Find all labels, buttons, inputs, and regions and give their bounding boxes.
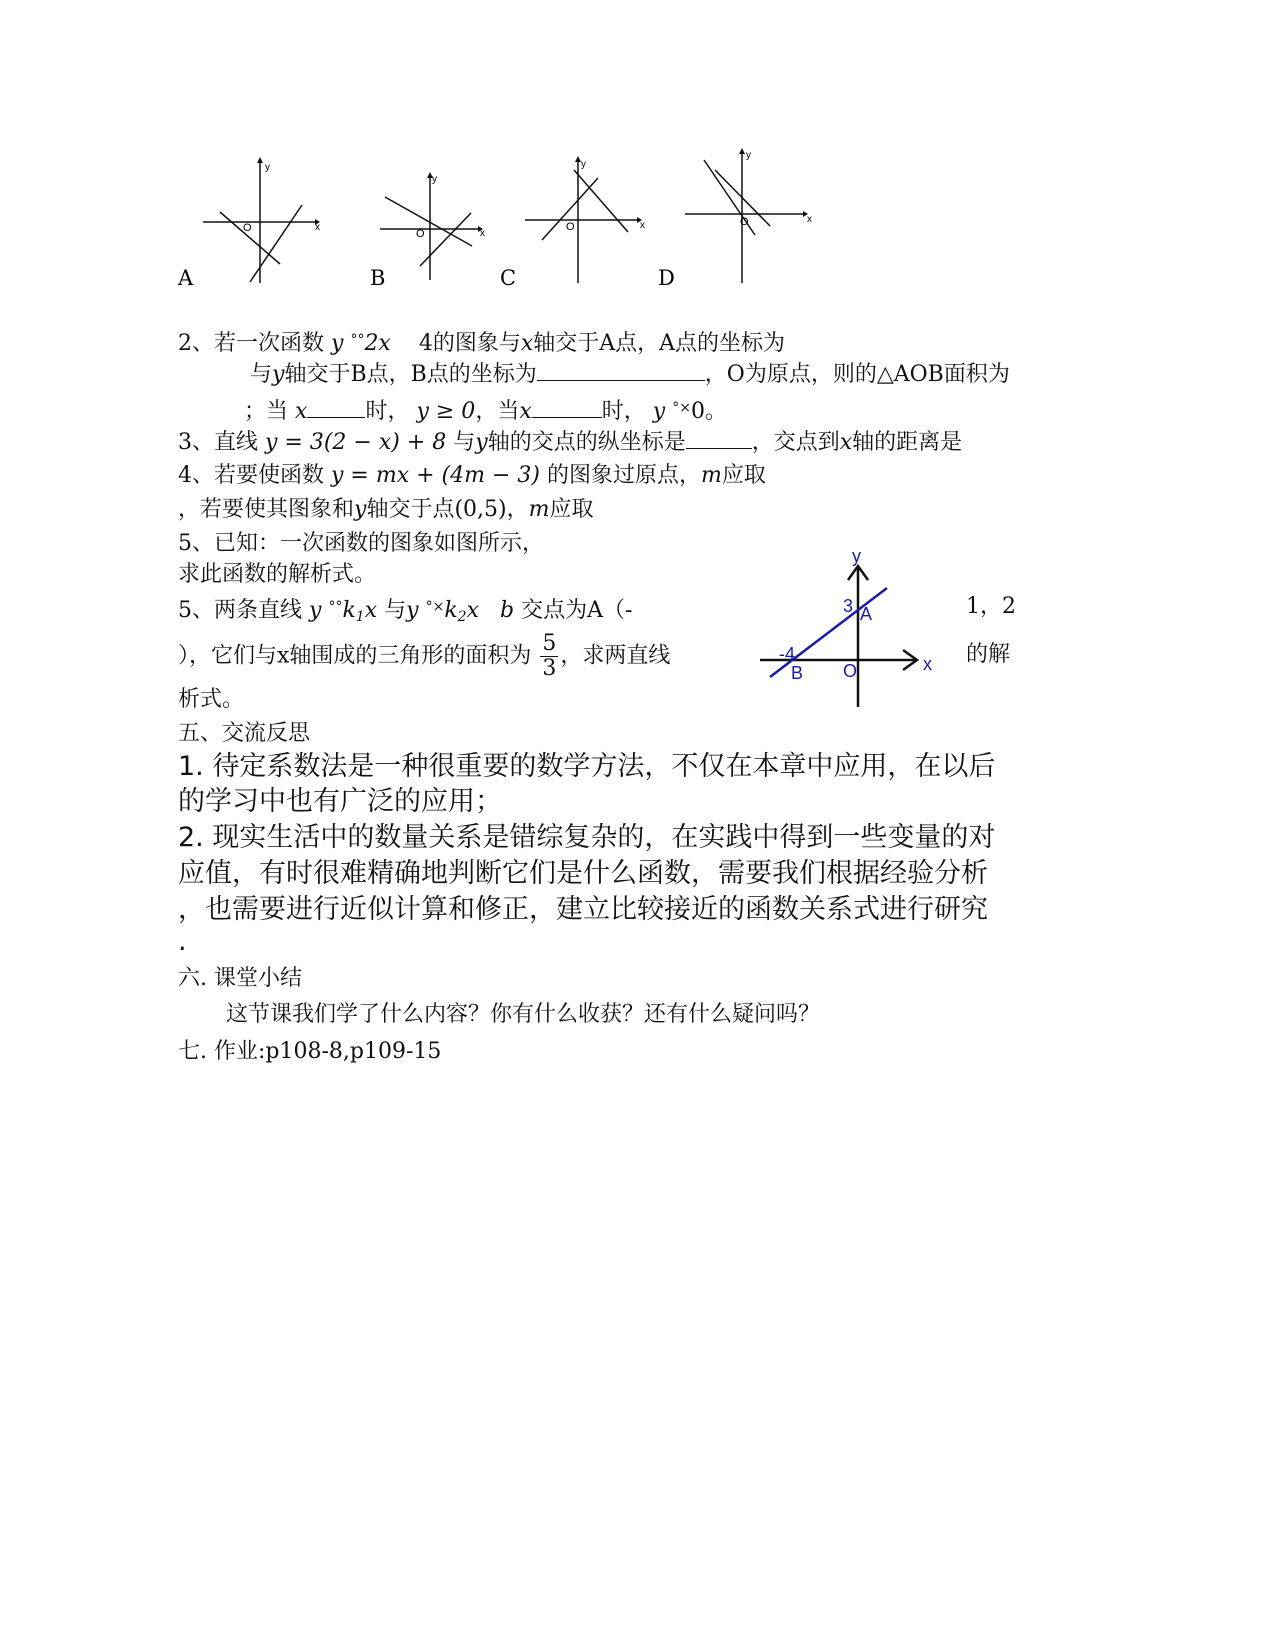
q5b-line1: 5、两条直线 y $^{^\circ^\circ}k_1x$ 与y $^{^\circ\times}k_2x$ b 交点为A（- (178, 598, 633, 625)
option-graphs (170, 140, 830, 300)
section5-p2-line4: . (178, 926, 187, 957)
q5a-line1: 5、已知：一次函数的图象如图所示， (178, 531, 544, 556)
option-label-b: B (370, 266, 386, 290)
answer-blank[interactable] (686, 428, 752, 449)
axis-label-x: x (315, 222, 320, 233)
linear-function-graph (755, 542, 945, 717)
fraction-five-thirds: $\frac{5}{3}$ (542, 631, 557, 681)
graph-line (574, 170, 628, 232)
option-label-d: D (658, 266, 675, 290)
section7-homework: 七. 作业:p108-8,p109-15 (178, 1039, 442, 1064)
axis-label-y: y (581, 159, 586, 170)
q4-line1: 4、若要使函数 y = mx + (4m − 3) 的图象过原点，m应取 (178, 463, 766, 488)
q2-line3: ；当 x 时， y ≥ 0，当x 时， y °×0。 (244, 399, 727, 424)
graph-line (220, 212, 280, 264)
axis-label-x: x (923, 654, 932, 674)
section5-title: 五、交流反思 (178, 721, 311, 746)
graph-option-b (370, 172, 485, 290)
q5a-line2: 求此函数的解析式。 (178, 562, 377, 587)
q3-line: 3、直线 y = 3(2 − x) + 8 与y轴的交点的纵坐标是 ，交点到x轴的距离是 (178, 430, 963, 455)
graph-option-d (658, 148, 812, 290)
point-b-label: B (791, 663, 804, 683)
origin-label: O (740, 216, 749, 228)
q4-line2: ，若要使其图象和y轴交于点(0,5)，m应取 (178, 497, 594, 522)
section5-p1-line1: 1. 待定系数法是一种很重要的数学方法，不仅在本章中应用，在以后 (178, 751, 996, 782)
x-intercept-label: -4 (779, 644, 796, 664)
q5b-coord-tail: 1，2 (966, 594, 1016, 619)
graph-line (250, 205, 302, 282)
graph-line (385, 197, 472, 246)
y-intercept-label: 3 (843, 596, 854, 616)
q5b-line2: ），它们与x轴围成的三角形的面积为 $\frac{5}{3}$ ，求两直线 (178, 631, 671, 681)
answer-blank[interactable] (532, 397, 602, 418)
axis-label-y: y (265, 162, 270, 173)
axis-label-y: y (746, 150, 751, 161)
option-label-a: A (178, 266, 194, 290)
answer-blank[interactable] (537, 360, 705, 381)
point-a-label: A (860, 604, 873, 624)
y-arrow (257, 157, 263, 163)
q2-line2: 与y轴交于B点，B点的坐标为 ，O为原点，则的△AOB面积为 (250, 362, 1010, 387)
origin-label: O (566, 221, 575, 233)
answer-blank[interactable] (307, 397, 365, 418)
axis-label-x: x (480, 228, 485, 239)
section6-body: 这节课我们学了什么内容？你有什么收获？还有什么疑问吗？ (226, 1002, 821, 1027)
section5-p1-line2: 的学习中也有广泛的应用； (178, 786, 502, 817)
axis-label-y: y (432, 174, 437, 185)
origin-label: O (843, 661, 858, 681)
origin-label: O (416, 228, 425, 240)
option-label-c: C (500, 266, 517, 290)
section6-title: 六. 课堂小结 (178, 966, 302, 991)
graph-option-a (177, 157, 320, 290)
y-arrow (739, 148, 745, 154)
graph-line (704, 160, 755, 235)
section5-p2-line2: 应值，有时很难精确地判断它们是什么函数，需要我们根据经验分析 (178, 858, 988, 889)
q2-line1: 2、若一次函数 y °°2x 4的图象与x轴交于A点，A点的坐标为 (178, 331, 786, 356)
q5b-line3: 析式。 (178, 687, 245, 712)
axis-label-x: x (807, 214, 812, 225)
origin-label: O (243, 222, 252, 234)
section5-p2-line3: ，也需要进行近似计算和修正，建立比较接近的函数关系式进行研究 (178, 894, 988, 925)
q5b-line2-tail: 的解 (966, 642, 1011, 667)
section5-p2-line1: 2. 现实生活中的数量关系是错综复杂的，在实践中得到一些变量的对 (178, 822, 996, 853)
axis-label-x: x (640, 220, 645, 231)
axis-label-y: y (852, 546, 861, 566)
graph-option-c (500, 156, 645, 290)
